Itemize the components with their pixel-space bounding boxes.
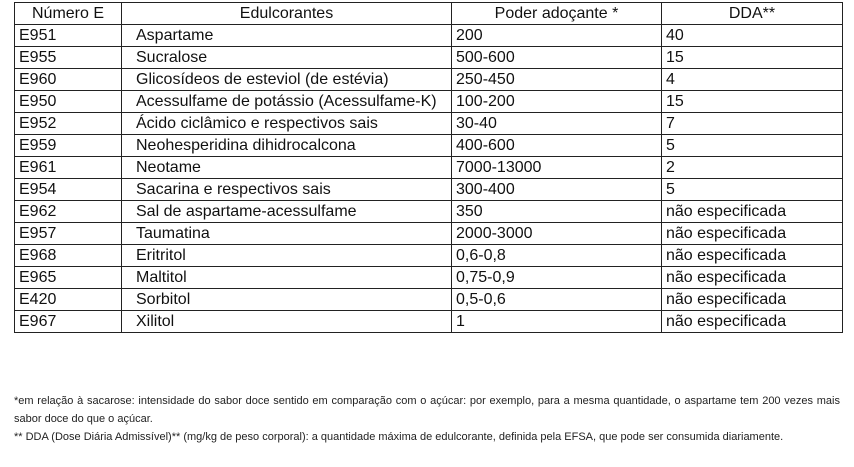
- cell-dda: não especificada: [662, 289, 843, 311]
- footnote-sweetening-power: *em relação à sacarose: intensidade do sabor doce sentido em comparação com o açúcar: por exemplo, para a mesma quantidade, o aspartame tem 200 vezes mais sabor doce do que o açúcar.: [14, 395, 840, 425]
- cell-sweetener: Sal de aspartame-acessulfame: [122, 201, 452, 223]
- cell-sweetener: Acessulfame de potássio (Acessulfame-K): [122, 91, 452, 113]
- cell-number: E967: [15, 311, 122, 333]
- cell-sweetening-power: 400-600: [452, 135, 662, 157]
- cell-number: E968: [15, 245, 122, 267]
- table-row: [15, 179, 843, 201]
- cell-dda: não especificada: [662, 245, 843, 267]
- cell-dda: 15: [662, 47, 843, 69]
- header-edulcorantes: Edulcorantes: [122, 3, 452, 25]
- cell-sweetener: Sacarina e respectivos sais: [122, 179, 452, 201]
- cell-dda: 5: [662, 135, 843, 157]
- sweeteners-table-container: [14, 2, 842, 333]
- cell-dda: 40: [662, 25, 843, 47]
- cell-sweetening-power: 350: [452, 201, 662, 223]
- table-row: [15, 135, 843, 157]
- cell-sweetener: Sucralose: [122, 47, 452, 69]
- cell-sweetening-power: 2000-3000: [452, 223, 662, 245]
- cell-sweetener: Neotame: [122, 157, 452, 179]
- header-numero-e: Número E: [15, 3, 122, 25]
- cell-sweetener: Glicosídeos de esteviol (de estévia): [122, 69, 452, 91]
- table-row: [15, 91, 843, 113]
- cell-dda: não especificada: [662, 201, 843, 223]
- cell-sweetening-power: 500-600: [452, 47, 662, 69]
- table-row: [15, 69, 843, 91]
- cell-sweetener: Neohesperidina dihidrocalcona: [122, 135, 452, 157]
- cell-sweetener: Xilitol: [122, 311, 452, 333]
- cell-sweetener: Eritritol: [122, 245, 452, 267]
- cell-sweetening-power: 7000-13000: [452, 157, 662, 179]
- cell-number: E959: [15, 135, 122, 157]
- table-row: [15, 25, 843, 47]
- table-row: [15, 245, 843, 267]
- cell-sweetening-power: 100-200: [452, 91, 662, 113]
- cell-sweetener: Taumatina: [122, 223, 452, 245]
- cell-dda: não especificada: [662, 267, 843, 289]
- cell-number: E965: [15, 267, 122, 289]
- cell-dda: 4: [662, 69, 843, 91]
- cell-sweetening-power: 200: [452, 25, 662, 47]
- cell-number: E420: [15, 289, 122, 311]
- table-row: [15, 289, 843, 311]
- cell-number: E954: [15, 179, 122, 201]
- table-row: [15, 113, 843, 135]
- cell-sweetener: Aspartame: [122, 25, 452, 47]
- cell-sweetening-power: 300-400: [452, 179, 662, 201]
- cell-number: E957: [15, 223, 122, 245]
- cell-sweetener: Sorbitol: [122, 289, 452, 311]
- cell-dda: 15: [662, 91, 843, 113]
- footnotes: [14, 392, 840, 446]
- cell-dda: 2: [662, 157, 843, 179]
- table-row: [15, 157, 843, 179]
- cell-dda: 7: [662, 113, 843, 135]
- cell-dda: não especificada: [662, 311, 843, 333]
- cell-number: E951: [15, 25, 122, 47]
- cell-sweetening-power: 30-40: [452, 113, 662, 135]
- header-poder-adocante: Poder adoçante *: [452, 3, 662, 25]
- cell-number: E955: [15, 47, 122, 69]
- cell-sweetening-power: 0,5-0,6: [452, 289, 662, 311]
- table-header-row: [15, 3, 843, 25]
- cell-number: E961: [15, 157, 122, 179]
- cell-sweetener: Maltitol: [122, 267, 452, 289]
- cell-number: E960: [15, 69, 122, 91]
- cell-sweetening-power: 0,6-0,8: [452, 245, 662, 267]
- table-row: [15, 201, 843, 223]
- table-row: [15, 47, 843, 69]
- cell-dda: não especificada: [662, 223, 843, 245]
- cell-sweetening-power: 1: [452, 311, 662, 333]
- cell-dda: 5: [662, 179, 843, 201]
- cell-number: E952: [15, 113, 122, 135]
- cell-number: E950: [15, 91, 122, 113]
- cell-number: E962: [15, 201, 122, 223]
- sweeteners-table: [14, 2, 843, 333]
- header-dda: DDA**: [662, 3, 843, 25]
- footnote-dda: ** DDA (Dose Diária Admissível)** (mg/kg de peso corporal): a quantidade máxima de edulcorante, definida pela EFSA, que pode ser consumida diariamente.: [14, 431, 784, 443]
- cell-sweetening-power: 0,75-0,9: [452, 267, 662, 289]
- table-row: [15, 267, 843, 289]
- table-row: [15, 223, 843, 245]
- cell-sweetening-power: 250-450: [452, 69, 662, 91]
- table-row: [15, 311, 843, 333]
- cell-sweetener: Ácido ciclâmico e respectivos sais: [122, 113, 452, 135]
